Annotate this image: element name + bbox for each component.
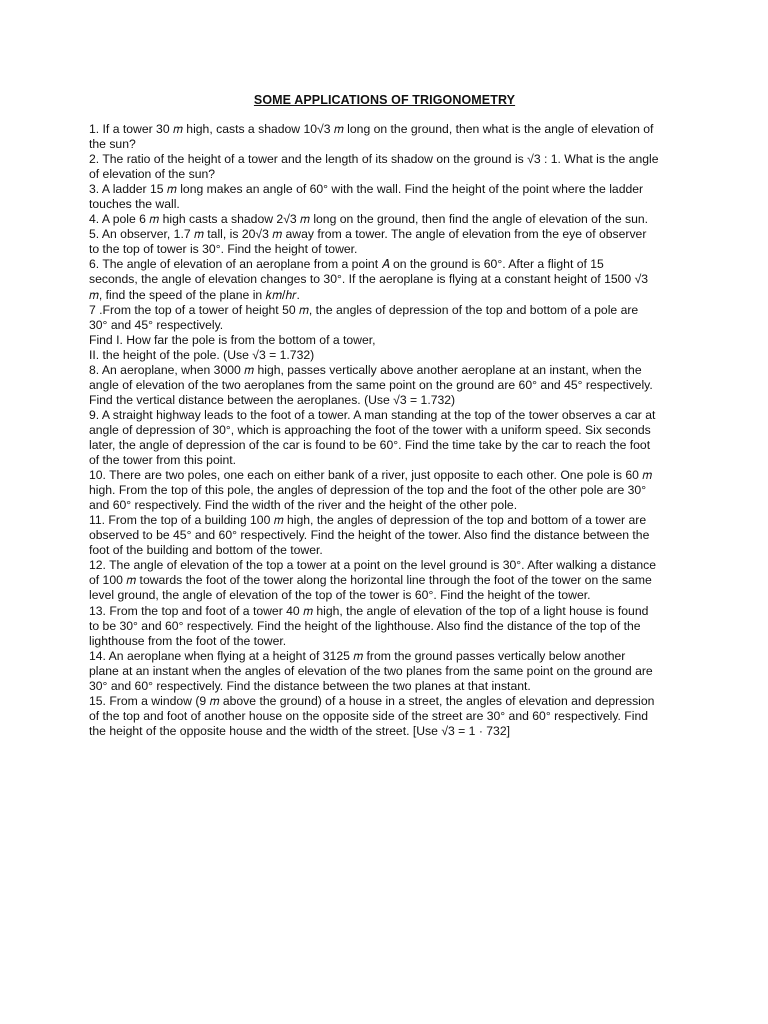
question-8 <box>89 363 680 408</box>
question-text-line: observed to be 45° and 60° respectively. Find the height of the tower. Also find the distance between the <box>89 528 650 543</box>
question-text-line: 30° and 60° respectively. Find the distance between the two planes at that instant. <box>89 678 531 693</box>
page-title: SOME APPLICATIONS OF TRIGONOMETRY <box>253 93 516 107</box>
question-text-line: 8. An aeroplane, when 3000 𝑚 high, passes vertically above another aeroplane at an instant, when the <box>89 362 642 377</box>
question-11 <box>89 513 680 558</box>
question-15 <box>89 694 680 739</box>
question-text-line: 3. A ladder 15 𝑚 long makes an angle of 60° with the wall. Find the height of the point where the ladder <box>89 182 644 197</box>
question-text-line: level ground, the angle of elevation of the top of the tower is 60°. Find the height of the tower. <box>89 588 591 603</box>
question-text-line: Find the vertical distance between the aeroplanes. (Use √3 = 1.732) <box>89 392 456 407</box>
question-text-line: later, the angle of depression of the car is found to be 60°. Find the time take by the car to reach the foot <box>89 437 651 452</box>
question-text-line: to the top of tower is 30°. Find the height of tower. <box>89 242 358 257</box>
question-9 <box>89 408 680 468</box>
question-text-line: lighthouse from the foot of the tower. <box>89 633 287 648</box>
question-13 <box>89 604 680 649</box>
question-5 <box>89 227 680 257</box>
question-text-line: 15. From a window (9 𝑚 above the ground) of a house in a street, the angles of elevation and depression <box>89 693 655 708</box>
question-text-line: 4. A pole 6 𝑚 high casts a shadow 2√3 𝑚 long on the ground, then find the angle of elevation of the sun. <box>89 212 649 227</box>
question-text-line: 11. From the top of a building 100 𝑚 high, the angles of depression of the top and bottom of a tower are <box>89 513 647 528</box>
question-text-line: angle of elevation of the two aeroplanes from the same point on the ground are 60° and 45° respectively. <box>89 377 653 392</box>
question-12 <box>89 558 680 603</box>
question-text-line: plane at an instant when the angles of elevation of the two planes from the same point on the ground are <box>89 663 653 678</box>
question-text-line: angle of depression of 30°, which is approaching the foot of the tower with a uniform speed. Six seconds <box>89 422 651 437</box>
question-text-line: of the tower from this point. <box>89 453 236 468</box>
question-text-line: of the top and foot of another house on the opposite side of the street are 30° and 60° respectively. Find <box>89 708 649 723</box>
question-1 <box>89 122 680 152</box>
question-4 <box>89 212 680 227</box>
question-text-line: 2. The ratio of the height of a tower and the length of its shadow on the ground is √3 : 1. What is the angle <box>89 152 659 167</box>
question-text-line: 9. A straight highway leads to the foot of a tower. A man standing at the top of the tower observes a car at <box>89 407 656 422</box>
question-text-line: 1. If a tower 30 𝑚 high, casts a shadow 10√3 𝑚 long on the ground, then what is the angle of elevation of <box>89 122 654 136</box>
question-text-line: the height of the opposite house and the width of the street. [Use √3 = 1 · 732] <box>89 723 511 738</box>
question-text-line: of elevation of the sun? <box>89 167 216 182</box>
question-text-line: touches the wall. <box>89 197 180 212</box>
question-text-line: and 60° respectively. Find the width of the river and the height of the other pole. <box>89 498 518 513</box>
question-14 <box>89 649 680 694</box>
question-text-line: II. the height of the pole. (Use √3 = 1.732) <box>89 347 315 362</box>
question-10 <box>89 468 680 513</box>
question-text-line: foot of the building and bottom of the tower. <box>89 543 323 558</box>
question-6 <box>89 257 680 302</box>
question-text-line: 𝑚, find the speed of the plane in 𝑘𝑚/ℎ𝑟. <box>89 287 300 302</box>
question-text-line: 30° and 45° respectively. <box>89 317 224 332</box>
question-2 <box>89 152 680 182</box>
question-text-line: 14. An aeroplane when flying at a height of 3125 𝑚 from the ground passes vertically below another <box>89 648 626 663</box>
question-7 <box>89 303 680 363</box>
question-text-line: 7 .From the top of a tower of height 50 𝑚, the angles of depression of the top and bottom of a pole are <box>89 302 639 317</box>
question-text-line: 10. There are two poles, one each on either bank of a river, just opposite to each other. One pole is 60 𝑚 <box>89 468 653 483</box>
question-text-line: to be 30° and 60° respectively. Find the height of the lighthouse. Also find the distance of the top of the <box>89 618 641 633</box>
question-text-line: the sun? <box>89 137 136 152</box>
question-text-line: of 100 𝑚 towards the foot of the tower along the horizontal line through the foot of the tower on the same <box>89 573 652 588</box>
question-text-line: 5. An observer, 1.7 𝑚 tall, is 20√3 𝑚 away from a tower. The angle of elevation from the eye of observer <box>89 227 647 242</box>
question-text-line: Find I. How far the pole is from the bottom of a tower, <box>89 332 376 347</box>
question-3 <box>89 182 680 212</box>
question-text-line: 13. From the top and foot of a tower 40 𝑚 high, the angle of elevation of the top of a light house is found <box>89 603 649 618</box>
question-text-line: high. From the top of this pole, the angles of depression of the top and the foot of the other pole are 30° <box>89 483 647 498</box>
question-text-line: seconds, the angle of elevation changes to 30°. If the aeroplane is flying at a constant height of 1500 √3 <box>89 272 649 287</box>
question-list <box>89 122 680 739</box>
question-text-line: 6. The angle of elevation of an aeroplane from a point 𝐴 on the ground is 60°. After a flight of 15 <box>89 257 604 272</box>
question-text-line: 12. The angle of elevation of the top a tower at a point on the level ground is 30°. After walking a distance <box>89 558 656 573</box>
